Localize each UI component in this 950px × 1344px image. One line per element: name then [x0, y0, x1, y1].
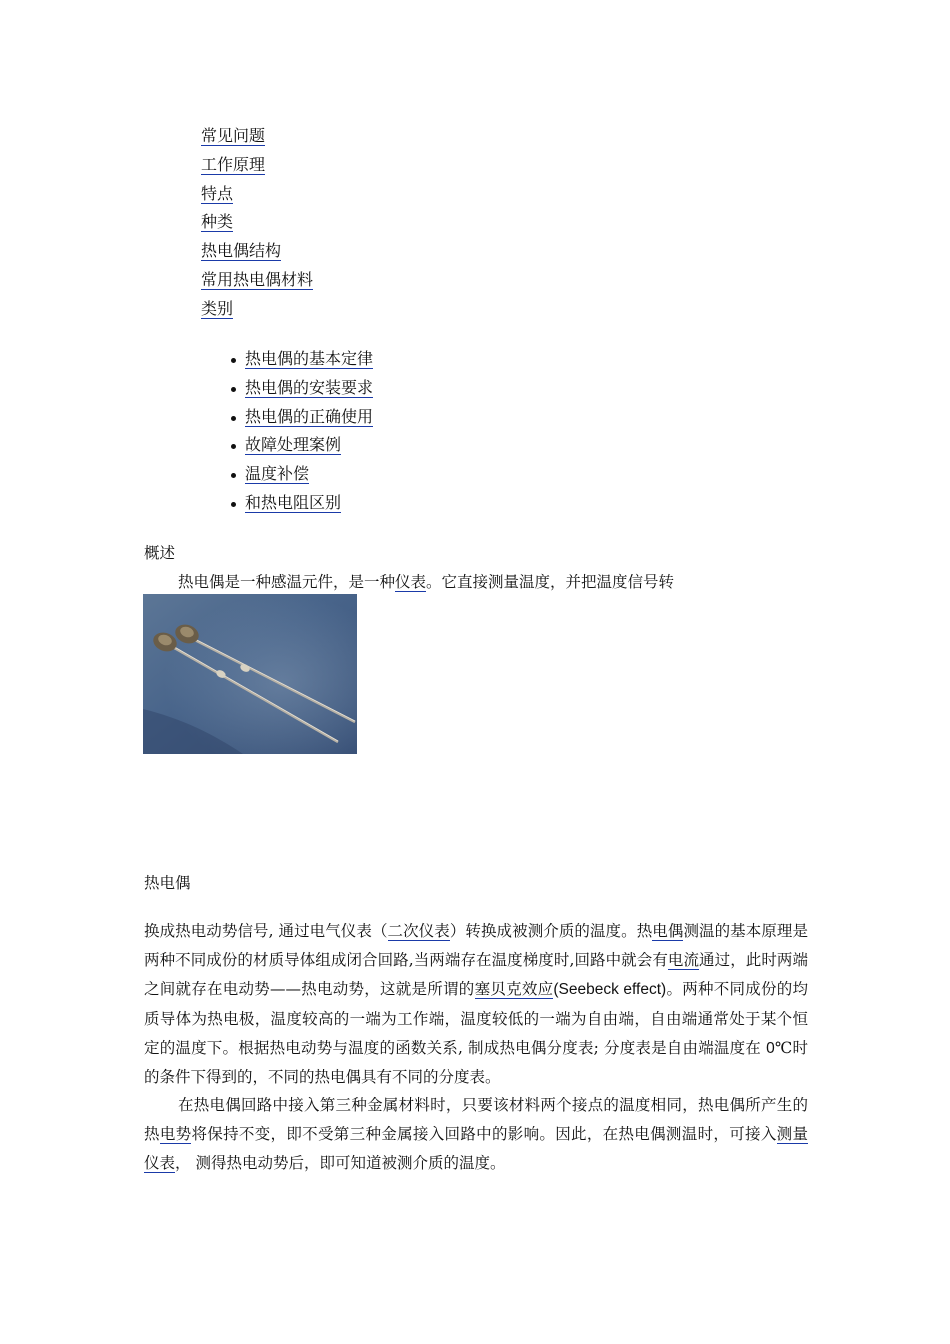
- overview-heading: 概述: [144, 544, 176, 562]
- link-emf[interactable]: 电势: [159, 1125, 192, 1144]
- list-item: [228, 374, 373, 403]
- body-text: ）转换成被测介质的温度。热: [449, 922, 653, 940]
- body-text: 测温的基本原理是两种不同成份的材质导体组成闭合回路,当两端存在温度梯度时,回路中就会有: [144, 922, 808, 970]
- list-item: [228, 489, 373, 518]
- link-secondary-instrument[interactable]: 二次仪表: [387, 922, 450, 940]
- toc-list: [201, 122, 313, 324]
- list-item: [228, 431, 373, 460]
- list-item: [228, 403, 373, 432]
- subtoc-list: [228, 345, 373, 518]
- body-text: ， 测得热电动势后，即可知道被测介质的温度。: [175, 1154, 506, 1173]
- overview-text: 。它直接测量温度，并把温度信号转: [426, 573, 675, 591]
- subtoc-link-compensation[interactable]: 温度补偿: [245, 464, 310, 484]
- body-text: 通过，此时两端之间就存在电动势——热电动势，这就是所谓的: [144, 951, 808, 999]
- overview-first-line: [178, 570, 674, 592]
- toc-link-category[interactable]: 类别: [201, 298, 234, 318]
- subtoc-link-rtd-difference[interactable]: 和热电阻区别: [245, 492, 342, 512]
- link-current[interactable]: 电流: [667, 951, 700, 970]
- body-text: 0: [766, 1039, 775, 1057]
- list-item: [228, 460, 373, 489]
- link-seebeck-effect[interactable]: 塞贝克效应: [474, 980, 554, 999]
- subtoc-link-installation[interactable]: 热电偶的安装要求: [245, 377, 374, 397]
- subtoc-link-laws[interactable]: 热电偶的基本定律: [245, 349, 374, 368]
- toc-link-faq[interactable]: 常见问题: [201, 126, 266, 145]
- subtoc-link-usage[interactable]: 热电偶的正确使用: [245, 406, 374, 426]
- link-instrument[interactable]: 仪表: [395, 573, 427, 591]
- subtoc-link-troubleshooting[interactable]: 故障处理案例: [245, 435, 342, 455]
- link-thermocouple[interactable]: 电偶: [652, 922, 684, 940]
- body-text: ℃时的条件下得到的，不同的热电偶具有不同的分度表。: [144, 1038, 809, 1087]
- toc-link-features[interactable]: 特点: [201, 183, 234, 203]
- body-paragraph-2: [144, 1091, 808, 1179]
- toc-link-principle[interactable]: 工作原理: [201, 154, 266, 174]
- link-measuring-instrument[interactable]: 测量仪表: [144, 1125, 808, 1173]
- toc-link-structure[interactable]: 热电偶结构: [201, 241, 282, 261]
- body-text: (Seebeck effect): [553, 981, 667, 999]
- body-paragraph-1: [144, 917, 808, 1092]
- body-text: 将保持不变，即不受第三种金属接入回路中的影响。因此，在热电偶测温时，可接入: [191, 1125, 777, 1144]
- thermocouple-photo: [143, 594, 357, 754]
- overview-text: 热电偶是一种感温元件，是一种: [178, 573, 396, 591]
- toc-link-types[interactable]: 种类: [201, 212, 234, 232]
- body-text: 。两种不同成份的均质导体为热电极，温度较高的一端为工作端，温度较低的一端为自由端，自由端通常处于某个恒定的温度下。根据热电动势与温度的函数关系, 制成热电偶分度表; 分度表是自由端温度在: [144, 980, 808, 1057]
- list-item: [228, 345, 373, 374]
- body-text: 在热电偶回路中接入第三种金属材料时，只要该材料两个接点的温度相同，热电偶所产生的热: [144, 1096, 808, 1144]
- image-caption: 热电偶: [144, 874, 191, 892]
- body-text: 换成热电动势信号, 通过电气仪表（: [144, 922, 388, 940]
- toc-link-materials[interactable]: 常用热电偶材料: [201, 269, 314, 289]
